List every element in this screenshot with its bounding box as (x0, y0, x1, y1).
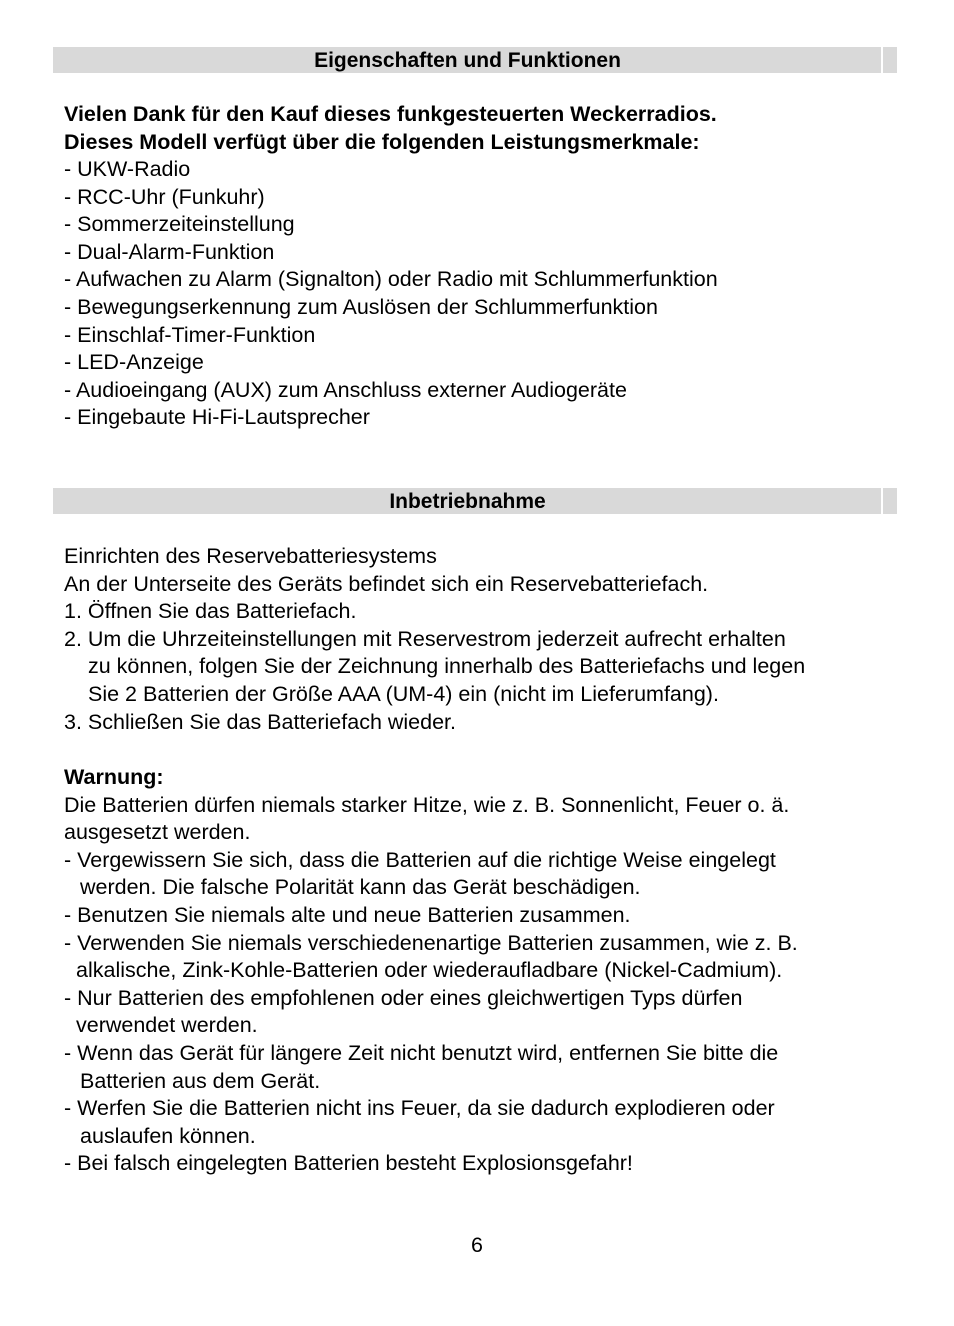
intro-line-2: Dieses Modell verfügt über die folgenden Leistungsmerkmale: (64, 129, 700, 154)
section-title-features: Eigenschaften und Funktionen (314, 49, 621, 72)
list-item: - Sommerzeiteinstellung (64, 212, 295, 237)
list-item: - Dual-Alarm-Funktion (64, 239, 275, 264)
intro-text (64, 101, 924, 156)
list-item: - RCC-Uhr (Funkuhr) (64, 184, 265, 209)
section-bar-divider (881, 47, 883, 73)
setup-step-1: 1. Öffnen Sie das Batteriefach. (64, 599, 357, 624)
warning-item-5-line-1: - Wenn das Gerät für längere Zeit nicht benutzt wird, entfernen Sie bitte die (64, 1040, 779, 1065)
setup-step-3: 3. Schließen Sie das Batteriefach wieder. (64, 709, 456, 734)
warning-title: Warnung: (64, 765, 164, 789)
setup-step-2-line-1: 2. Um die Uhrzeiteinstellungen mit Reservestrom jederzeit aufrecht erhalten (64, 626, 786, 651)
section-header-features (53, 47, 897, 73)
list-item: - UKW-Radio (64, 157, 191, 181)
list-item: - Aufwachen zu Alarm (Signalton) oder Radio mit Schlummerfunktion (64, 267, 718, 292)
warning-item-3-line-2: alkalische, Zink-Kohle-Batterien oder wiederaufladbare (Nickel-Cadmium). (76, 958, 783, 983)
setup-instructions (64, 543, 924, 736)
setup-step-2-line-2: zu können, folgen Sie der Zeichnung innerhalb des Batteriefachs und legen (88, 654, 806, 679)
section-title-setup: Inbetriebnahme (389, 490, 546, 513)
warning-item-6-line-2: auslaufen können. (80, 1123, 256, 1148)
warning-paragraph-line-1: Die Batterien dürfen niemals starker Hitze, wie z. B. Sonnenlicht, Feuer o. ä. (64, 792, 790, 817)
warning-item-3-line-1: - Verwenden Sie niemals verschiedenenartige Batterien zusammen, wie z. B. (64, 930, 798, 955)
page-number: 6 (471, 1233, 483, 1257)
list-item: - Einschlaf-Timer-Funktion (64, 322, 316, 347)
warning-item-2: - Benutzen Sie niemals alte und neue Batterien zusammen. (64, 902, 631, 927)
warning-item-5-line-2: Batterien aus dem Gerät. (80, 1068, 321, 1093)
section-header-setup (53, 488, 897, 514)
warning-item-1-line-1: - Vergewissern Sie sich, dass die Batterien auf die richtige Weise eingelegt (64, 847, 776, 872)
setup-heading: Einrichten des Reservebatteriesystems (64, 544, 437, 568)
warning-item-4-line-1: - Nur Batterien des empfohlenen oder eines gleichwertigen Typs dürfen (64, 985, 743, 1010)
intro-line-1: Vielen Dank für den Kauf dieses funkgesteuerten Weckerradios. (64, 102, 717, 126)
setup-step-2-line-3: Sie 2 Batterien der Größe AAA (UM-4) ein (nicht im Lieferumfang). (88, 681, 719, 706)
warning-item-6-line-1: - Werfen Sie die Batterien nicht ins Feuer, da sie dadurch explodieren oder (64, 1096, 775, 1121)
list-item: - Bewegungserkennung zum Auslösen der Schlummerfunktion (64, 294, 658, 319)
list-item: - LED-Anzeige (64, 350, 204, 375)
warning-item-1-line-2: werden. Die falsche Polarität kann das Gerät beschädigen. (80, 875, 641, 900)
feature-list (64, 156, 924, 432)
list-item: - Eingebaute Hi-Fi-Lautsprecher (64, 405, 370, 430)
setup-intro: An der Unterseite des Geräts befindet sich ein Reservebatteriefach. (64, 571, 709, 596)
list-item: - Audioeingang (AUX) zum Anschluss externer Audiogeräte (64, 377, 627, 402)
warning-paragraph-line-2: ausgesetzt werden. (64, 820, 251, 845)
warning-item-4-line-2: verwendet werden. (76, 1013, 258, 1038)
warning-item-7: - Bei falsch eingelegten Batterien besteht Explosionsgefahr! (64, 1151, 633, 1176)
section-bar-divider (881, 488, 883, 514)
warning-section (64, 764, 924, 1178)
